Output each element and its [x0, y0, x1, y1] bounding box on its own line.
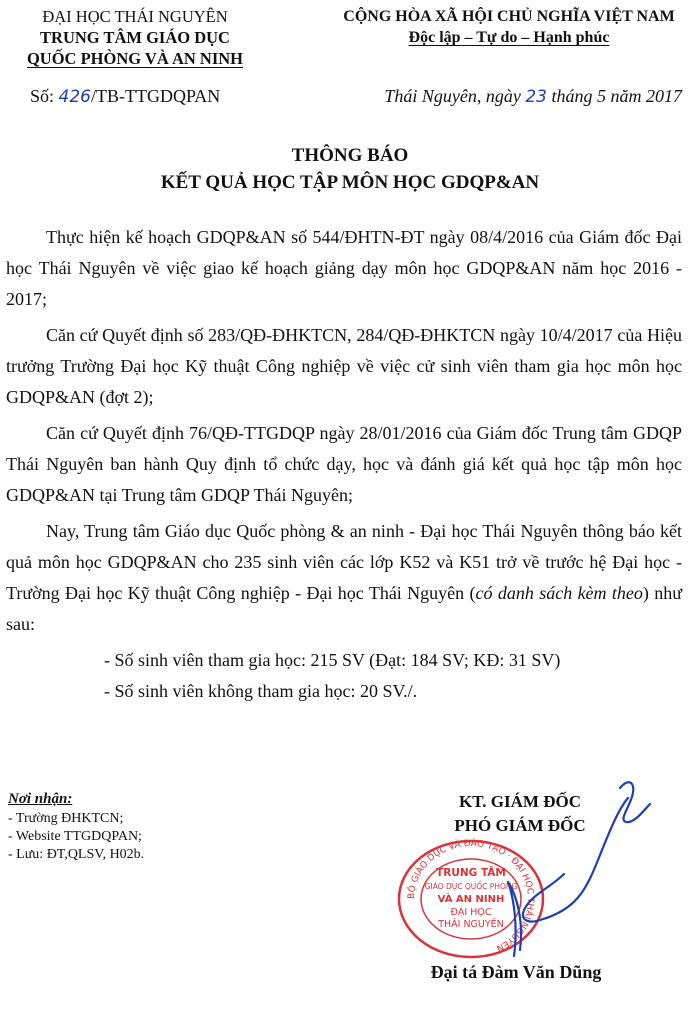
document-title [0, 142, 700, 196]
date-day-handwritten: 23 [525, 87, 547, 107]
document-body [6, 222, 682, 707]
paragraph-4-italic: có danh sách kèm theo [475, 583, 643, 603]
issuer-parent: ĐẠI HỌC THÁI NGUYÊN [42, 7, 228, 26]
stamp-ring-text: BỘ GIÁO DỤC VÀ ĐÀO TẠO · ĐẠI HỌC THÁI NGUYÊN [406, 838, 536, 953]
national-motto: Độc lập – Tự do – Hạnh phúc [408, 29, 610, 46]
stamp-line-2: GIÁO DỤC QUỐC PHÒNG [424, 882, 518, 891]
date-suffix: tháng 5 năm 2017 [547, 86, 682, 106]
paragraph-4-before: Nay, Trung tâm Giáo dục Quốc phòng & an ninh - Đại học Thái Nguyên thông báo kết quả môn học GDQP&AN cho 235 sinh viên các lớp K52 và K51 trở về trước hệ Đại học - Trường Đại học Kỹ thuật Công nghiệp - Đại học Thái Nguyên ( [6, 521, 682, 603]
handwritten-signature-icon [480, 770, 660, 970]
paragraph-4-after: ) như sau: [6, 583, 683, 634]
title-line2: KẾT QUẢ HỌC TẬP MÔN HỌC GDQP&AN [160, 172, 540, 193]
document-number [30, 86, 220, 107]
national-name: CỘNG HÒA XÃ HỘI CHỦ NGHĨA VIỆT NAM [343, 8, 675, 25]
issuer-name-line1: TRUNG TÂM GIÁO DỤC [40, 28, 230, 47]
recipient-item: - Website TTGDQPAN; [8, 829, 142, 844]
doc-number-suffix: /TB-TTGDQPAN [90, 86, 221, 106]
sign-title-1: KT. GIÁM ĐỐC [459, 792, 581, 811]
bullet-1: - Số sinh viên tham gia học: 215 SV (Đạt: 184 SV; KĐ: 31 SV) [104, 650, 561, 670]
paragraph-4 [6, 516, 682, 640]
recipient-item: - Trường ĐHKTCN; [8, 811, 124, 826]
stamp-line-5: THÁI NGUYÊN [438, 919, 504, 930]
paragraph-1: Thực hiện kế hoạch GDQP&AN số 544/ĐHTN-ĐT ngày 08/4/2016 của Giám đốc Đại học Thái Nguyên về việc giao kế hoạch giảng dạy môn học GDQP&AN năm học 2016 - 2017; [6, 227, 682, 309]
signer-name: Đại tá Đàm Văn Dũng [430, 962, 602, 982]
doc-number-prefix: Số: [30, 86, 59, 106]
recipients-heading: Nơi nhận: [8, 791, 73, 807]
bullet-2: - Số sinh viên không tham gia học: 20 SV./. [104, 681, 418, 701]
place-date [384, 86, 682, 107]
issuer-header [4, 6, 266, 69]
sign-title-2: PHÓ GIÁM ĐỐC [454, 816, 586, 835]
issuer-name-line2: QUỐC PHÒNG VÀ AN NINH [26, 49, 244, 68]
stamp-line-4: ĐẠI HỌC [450, 907, 492, 918]
recipient-item: - Lưu: ĐT,QLSV, H02b. [8, 847, 145, 862]
national-header [320, 6, 698, 48]
title-line1: THÔNG BÁO [291, 145, 409, 166]
doc-number-handwritten: 426 [58, 87, 91, 107]
recipients [8, 790, 144, 864]
paragraph-2: Căn cứ Quyết định số 283/QĐ-ĐHKTCN, 284/QĐ-ĐHKTCN ngày 10/4/2017 của Hiệu trưởng Trường Đại học Kỹ thuật Công nghiệp về việc cử sinh viên tham gia học môn học GDQP&AN (đợt 2); [6, 325, 682, 407]
date-prefix: Thái Nguyên, ngày [384, 86, 526, 106]
stamp-line-1: TRUNG TÂM [436, 867, 506, 879]
stamp-line-3: VÀ AN NINH [437, 894, 505, 905]
paragraph-3: Căn cứ Quyết định 76/QĐ-TTGDQP ngày 28/01/2016 của Giám đốc Trung tâm GDQP Thái Nguyên ban hành Quy định tổ chức dạy, học và đánh giá kết quả học tập môn học GDQP&AN tại Trung tâm GDQP Thái Nguyên; [6, 423, 682, 505]
